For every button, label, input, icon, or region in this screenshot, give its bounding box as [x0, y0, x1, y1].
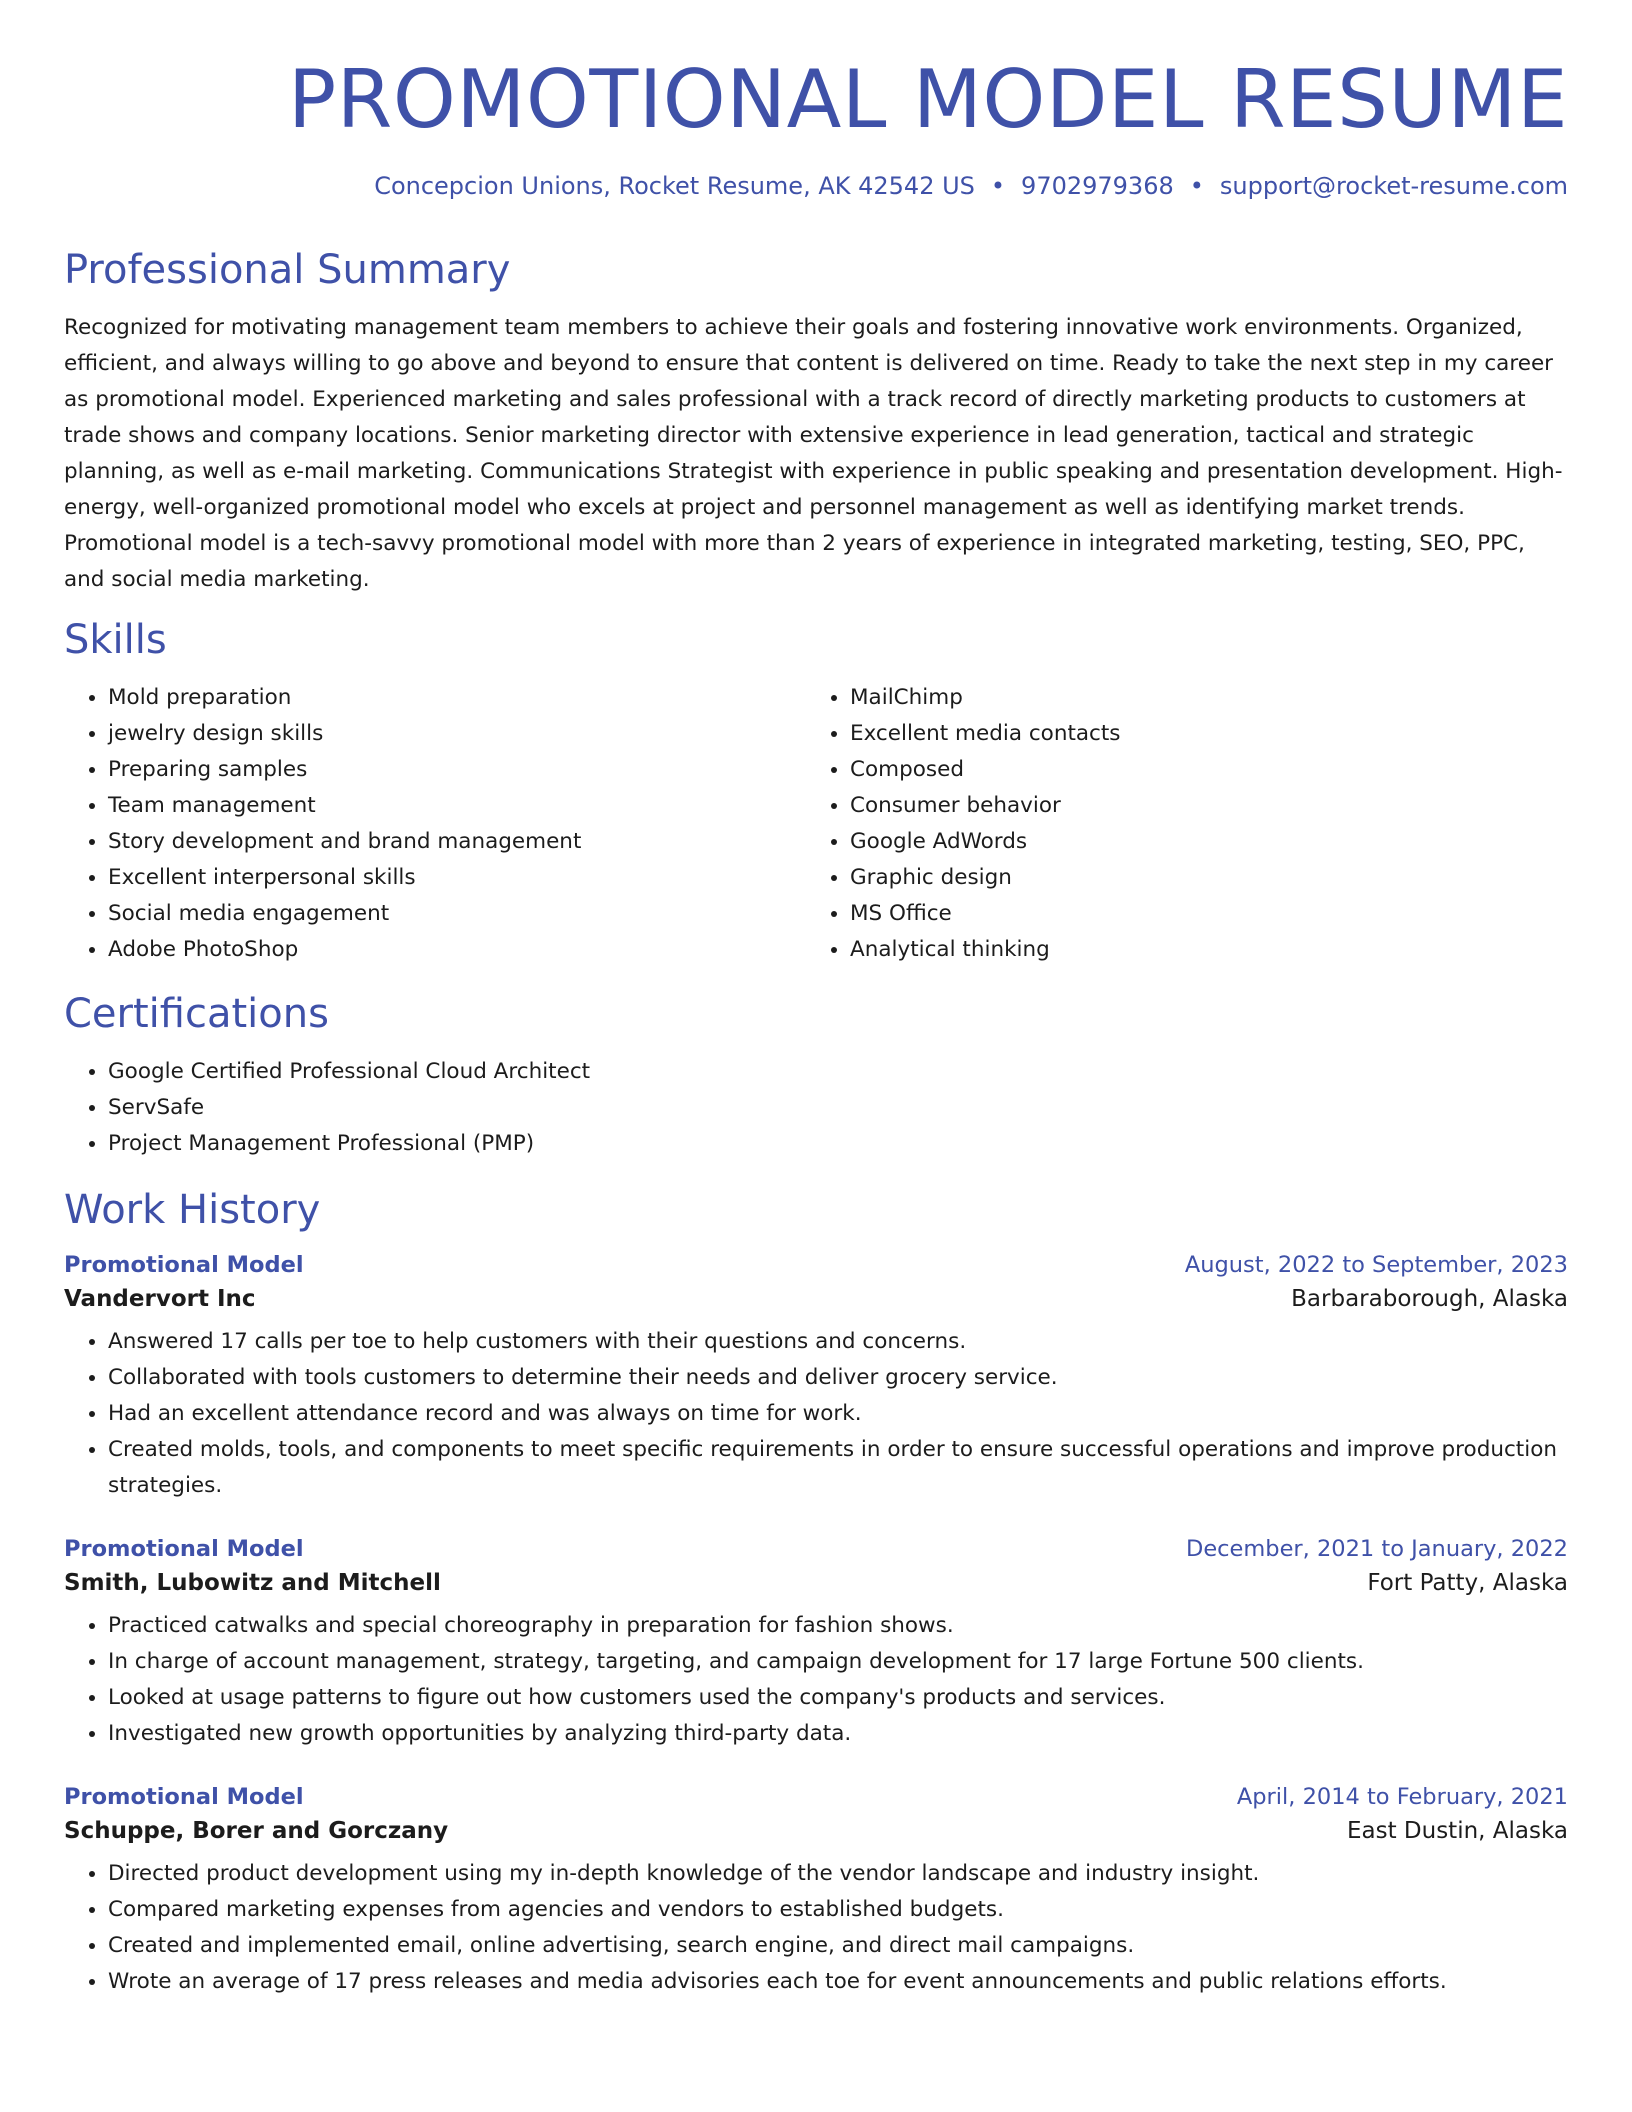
job-bullet: • Answered 17 calls per toe to help customers with their questions and concerns.	[108, 1324, 1568, 1360]
skill-item: • Mold preparation	[108, 680, 806, 716]
job-entry	[64, 1536, 1568, 1752]
skill-item: • Excellent media contacts	[850, 716, 1548, 752]
job-bullets	[64, 1856, 1568, 2000]
skill-item: • Composed	[850, 752, 1548, 788]
skills-list	[64, 680, 1568, 968]
job-bullet: • Collaborated with tools customers to determine their needs and deliver grocery service.	[108, 1360, 1568, 1396]
skills-column-right	[806, 680, 1548, 968]
certification-item: • Project Management Professional (PMP)	[108, 1126, 1568, 1162]
skill-item: • Analytical thinking	[850, 932, 1548, 968]
contact-separator: •	[990, 172, 1006, 200]
contact-phone: 9702979368	[1021, 172, 1174, 200]
job-bullet: • Investigated new growth opportunities by analyzing third-party data.	[108, 1716, 1568, 1752]
job-dates: December, 2021 to January, 2022	[1186, 1536, 1568, 1562]
skills-heading: Skills	[64, 617, 167, 663]
resume-page	[64, 0, 1568, 2000]
contact-address: Concepcion Unions, Rocket Resume, AK 42542 US	[374, 172, 975, 200]
job-bullet: • In charge of account management, strategy, targeting, and campaign development for 17 large Fortune 500 clients.	[108, 1644, 1568, 1680]
job-dates: April, 2014 to February, 2021	[1236, 1784, 1568, 1810]
certification-item: • Google Certified Professional Cloud Architect	[108, 1054, 1568, 1090]
job-bullet: • Created molds, tools, and components to meet specific requirements in order to ensure successful operations and improve production strategies.	[108, 1432, 1568, 1504]
skill-item: • MS Office	[850, 896, 1548, 932]
job-bullet: • Had an excellent attendance record and was always on time for work.	[108, 1396, 1568, 1432]
job-subheader	[64, 1818, 1568, 1844]
job-location: Fort Patty, Alaska	[1367, 1570, 1568, 1596]
job-bullet: • Wrote an average of 17 press releases and media advisories each toe for event announcements and public relations efforts.	[108, 1964, 1568, 2000]
job-header	[64, 1252, 1568, 1278]
job-header	[64, 1536, 1568, 1562]
skill-item: • Social media engagement	[108, 896, 806, 932]
job-company: Smith, Lubowitz and Mitchell	[64, 1570, 441, 1596]
skill-item: • Google AdWords	[850, 824, 1548, 860]
job-title: Promotional Model	[64, 1784, 304, 1810]
summary-heading: Professional Summary	[64, 247, 511, 293]
skill-item: • Adobe PhotoShop	[108, 932, 806, 968]
skill-item: • Preparing samples	[108, 752, 806, 788]
job-bullets	[64, 1324, 1568, 1504]
job-bullet: • Created and implemented email, online advertising, search engine, and direct mail campaigns.	[108, 1928, 1568, 1964]
skill-item: • Story development and brand management	[108, 824, 806, 860]
skill-item: • Graphic design	[850, 860, 1548, 896]
page-title: PROMOTIONAL MODEL RESUME	[288, 53, 1568, 146]
certification-item: • ServSafe	[108, 1090, 1568, 1126]
job-title: Promotional Model	[64, 1252, 304, 1278]
job-entry	[64, 1784, 1568, 2000]
job-company: Vandervort Inc	[64, 1286, 256, 1312]
job-title: Promotional Model	[64, 1536, 304, 1562]
skill-item: • Consumer behavior	[850, 788, 1548, 824]
contact-line	[64, 174, 1568, 198]
job-bullet: • Directed product development using my in-depth knowledge of the vendor landscape and industry insight.	[108, 1856, 1568, 1892]
job-bullet: • Compared marketing expenses from agencies and vendors to established budgets.	[108, 1892, 1568, 1928]
job-subheader	[64, 1570, 1568, 1596]
job-location: Barbaraborough, Alaska	[1291, 1286, 1568, 1312]
skill-item: • Excellent interpersonal skills	[108, 860, 806, 896]
summary-text: Recognized for motivating management team members to achieve their goals and fostering innovative work environments. Organized, efficient, and always willing to go above and beyond to ensure that content is delivered on time. Ready to take the next step in my career as promotional model. Experienced marketing and sales professional with a track record of directly marketing products to customers at trade shows and company locations. Senior marketing director with extensive experience in lead generation, tactical and strategic planning, as well as e-mail marketing. Communications Strategist with experience in public speaking and presentation development. High-energy, well-organized promotional model who excels at project and personnel management as well as identifying market trends. Promotional model is a tech-savvy promotional model with more than 2 years of experience in integrated marketing, testing, SEO, PPC, and social media marketing.	[64, 315, 1563, 592]
job-company: Schuppe, Borer and Gorczany	[64, 1818, 449, 1844]
job-bullet: • Looked at usage patterns to figure out how customers used the company's products and services.	[108, 1680, 1568, 1716]
job-dates: August, 2022 to September, 2023	[1184, 1252, 1568, 1278]
certifications-heading: Certifications	[64, 991, 329, 1037]
job-header	[64, 1784, 1568, 1810]
certifications-list	[64, 1054, 1568, 1162]
skill-item: • Team management	[108, 788, 806, 824]
job-bullet: • Practiced catwalks and special choreography in preparation for fashion shows.	[108, 1608, 1568, 1644]
skill-item: • MailChimp	[850, 680, 1548, 716]
job-bullets	[64, 1608, 1568, 1752]
work-history-heading: Work History	[64, 1187, 321, 1233]
job-subheader	[64, 1286, 1568, 1312]
skills-column-left	[64, 680, 806, 968]
skill-item: • jewelry design skills	[108, 716, 806, 752]
contact-email[interactable]: support@rocket-resume.com	[1219, 172, 1568, 200]
contact-separator: •	[1189, 172, 1204, 200]
job-entry	[64, 1252, 1568, 1504]
job-location: East Dustin, Alaska	[1346, 1818, 1568, 1844]
